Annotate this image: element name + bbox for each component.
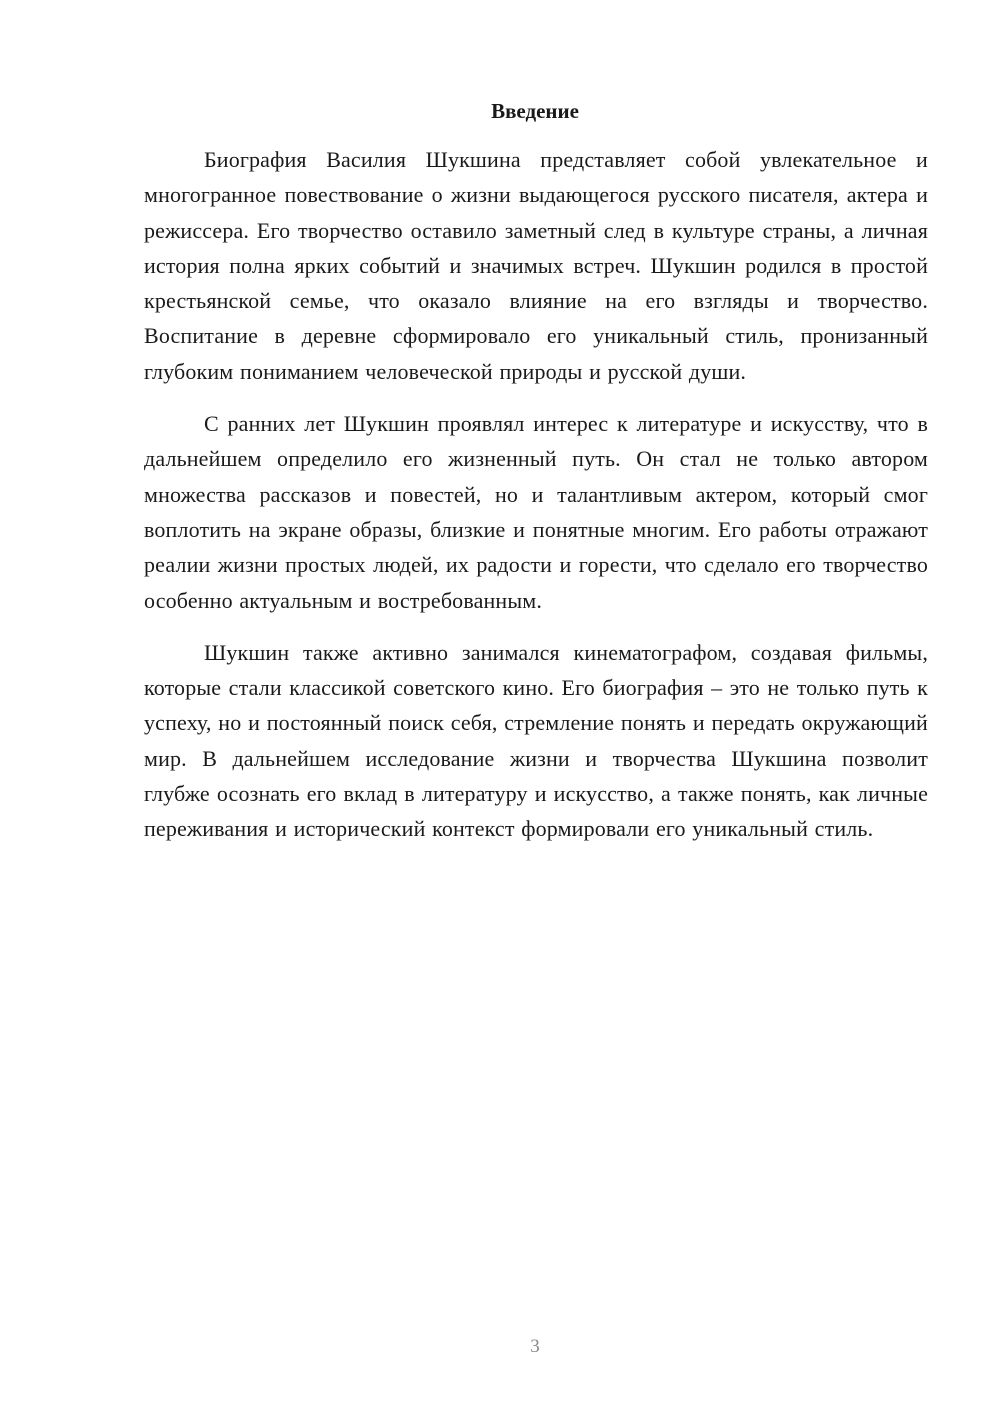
section-heading: Введение (491, 99, 579, 123)
body-text (144, 142, 928, 864)
paragraph-1: Биография Василия Шукшина представляет собой увлекательное и многогранное повествование о жизни выдающегося русского писателя, актера и режиссера. Его творчество оставило заметный след в культуре страны, а личная история полна ярких событий и значимых встреч. Шукшин родился в простой крестьянской семье, что оказало влияние на его взгляды и творчество. Воспитание в деревне сформировало его уникальный стиль, пронизанный глубоким пониманием человеческой природы и русской души. (144, 147, 928, 384)
page-number: 3 (530, 1336, 540, 1357)
paragraph-3: Шукшин также активно занимался кинематографом, создавая фильмы, которые стали классикой советского кино. Его биография – это не только путь к успеху, но и постоянный поиск себя, стремление понять и передать окружающий мир. В дальнейшем исследование жизни и творчества Шукшина позволит глубже осознать его вклад в литературу и искусство, а также понять, как личные переживания и исторический контекст формировали его уникальный стиль. (144, 639, 928, 842)
paragraph-2: С ранних лет Шукшин проявлял интерес к литературе и искусству, что в дальнейшем определило его жизненный путь. Он стал не только автором множества рассказов и повестей, но и талантливым актером, который смог воплотить на экране образы, близкие и понятные многим. Его работы отражают реалии жизни простых людей, их радости и горести, что сделало его творчество особенно актуальным и востребованным. (144, 411, 928, 613)
